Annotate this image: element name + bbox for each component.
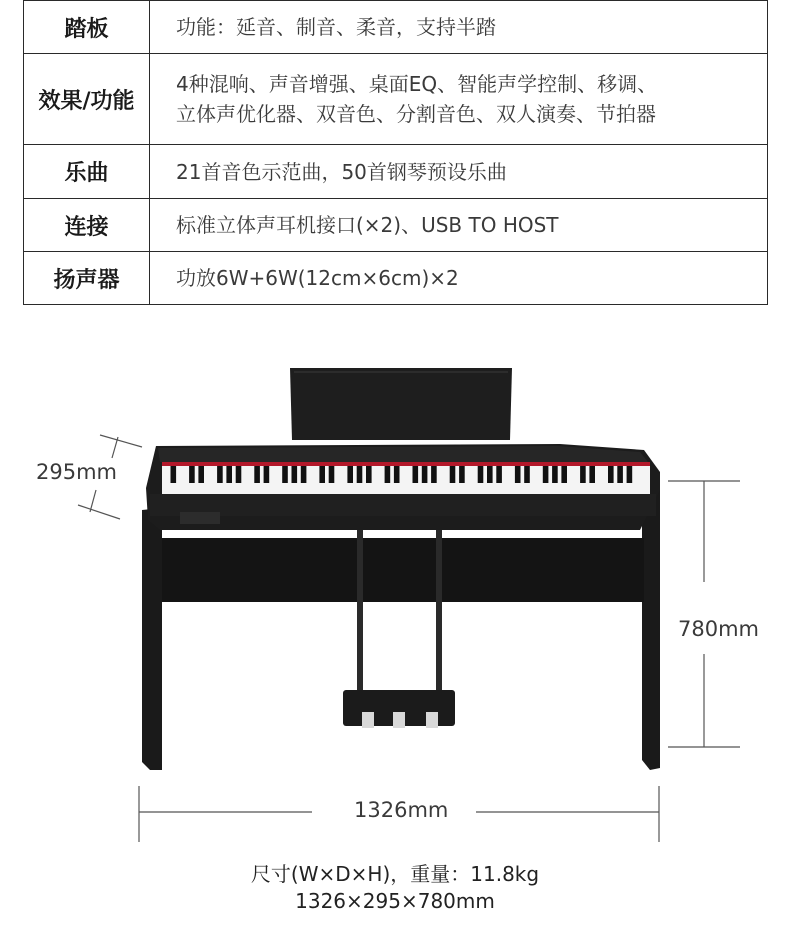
black-key	[543, 466, 549, 483]
black-key	[217, 466, 223, 483]
spec-value-line: 功能：延音、制音、柔音，支持半踏	[176, 15, 496, 39]
spec-value-line: 标准立体声耳机接口(×2)、USB TO HOST	[176, 213, 559, 237]
black-key	[357, 466, 363, 483]
black-key	[627, 466, 633, 483]
spec-key: 连接	[24, 199, 150, 252]
height-dimension	[668, 481, 740, 747]
black-key	[254, 466, 260, 483]
height-label: 780mm	[678, 617, 759, 641]
spec-value-line: 立体声优化器、双音色、分割音色、双人演奏、节拍器	[176, 102, 656, 126]
width-label: 1326mm	[354, 798, 449, 822]
black-key	[422, 466, 428, 483]
black-key	[264, 466, 270, 483]
music-rest	[290, 368, 512, 440]
black-key	[608, 466, 614, 483]
black-key	[385, 466, 391, 483]
black-key	[496, 466, 502, 483]
black-key	[171, 466, 177, 483]
stand-leg-right	[642, 482, 660, 770]
spec-key: 踏板	[24, 1, 150, 54]
spec-value-line: 21首音色示范曲，50首钢琴预设乐曲	[176, 159, 507, 184]
black-key	[580, 466, 586, 483]
black-key	[478, 466, 484, 483]
black-key	[301, 466, 307, 483]
black-key	[617, 466, 623, 483]
black-key	[552, 466, 558, 483]
size-caption: 1326×295×780mm	[295, 889, 495, 913]
black-key	[347, 466, 353, 483]
black-key	[366, 466, 372, 483]
black-key	[282, 466, 288, 483]
black-key	[524, 466, 530, 483]
black-key	[189, 466, 195, 483]
spec-key: 扬声器	[24, 252, 150, 305]
black-key	[292, 466, 298, 483]
key-felt	[162, 462, 650, 466]
black-key	[450, 466, 456, 483]
black-key	[198, 466, 204, 483]
black-key	[319, 466, 325, 483]
black-key	[487, 466, 493, 483]
black-key	[515, 466, 521, 483]
black-key	[226, 466, 232, 483]
spec-key: 效果/功能	[24, 54, 150, 145]
black-key	[561, 466, 567, 483]
black-key	[413, 466, 419, 483]
stand-leg-left	[142, 508, 162, 770]
black-key	[236, 466, 242, 483]
black-key	[329, 466, 335, 483]
stand-back-panel	[162, 538, 644, 602]
spec-value-line: 4种混响、声音增强、桌面EQ、智能声学控制、移调、	[176, 72, 658, 96]
black-key	[459, 466, 465, 483]
black-key	[589, 466, 595, 483]
spec-value-line: 功放6W+6W(12cm×6cm)×2	[176, 266, 459, 290]
size-weight-caption: 尺寸(W×D×H)，重量：11.8kg	[250, 862, 540, 886]
depth-label: 295mm	[36, 460, 117, 484]
spec-key: 乐曲	[24, 145, 150, 199]
keys-white	[162, 466, 650, 494]
black-key	[394, 466, 400, 483]
pedals	[362, 712, 438, 728]
black-key	[431, 466, 437, 483]
